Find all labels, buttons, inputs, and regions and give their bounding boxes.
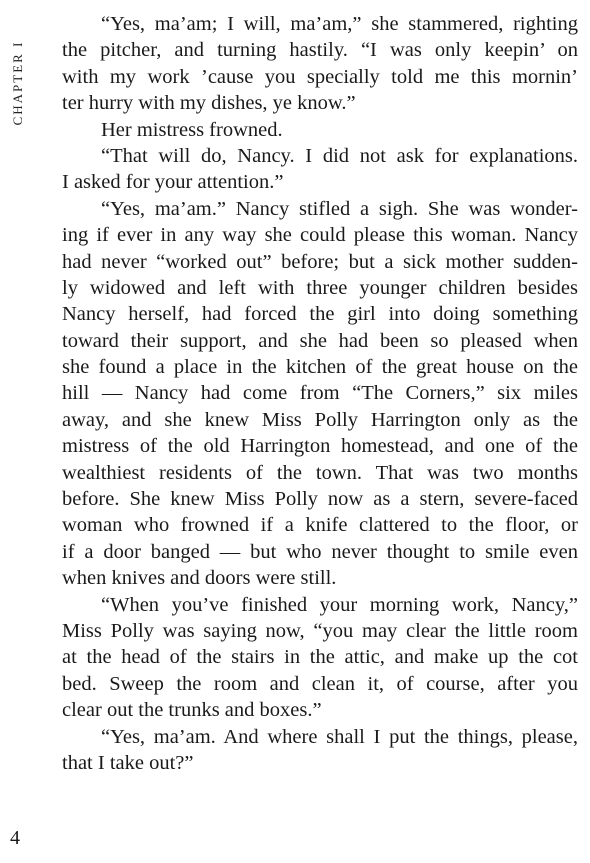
text-line: mistress of the old Harrington homestead, and one of the bbox=[62, 435, 578, 458]
running-head-text: CHAPTER I bbox=[10, 40, 25, 126]
text-line: that I take out?” bbox=[62, 751, 194, 774]
text-line: she found a place in the kitchen of the great house on the bbox=[62, 356, 578, 379]
paragraph bbox=[62, 11, 578, 117]
text-line: if a door banged — but who never thought to smile even bbox=[62, 540, 578, 563]
paragraph bbox=[62, 592, 578, 724]
text-line: ly widowed and left with three younger children besides bbox=[62, 276, 578, 299]
text-line: woman who frowned if a knife clattered to the floor, or bbox=[62, 514, 578, 537]
paragraph bbox=[62, 724, 578, 777]
text-line: wealthiest residents of the town. That was two months bbox=[62, 461, 578, 484]
text-line: “Yes, ma’am. And where shall I put the things, please, bbox=[101, 725, 578, 748]
text-line: before. She knew Miss Polly now as a stern, severe-faced bbox=[62, 488, 578, 511]
text-line: “Yes, ma’am; I will, ma’am,” she stammered, righting bbox=[101, 13, 578, 35]
text-line: Her mistress frowned. bbox=[101, 118, 283, 141]
running-head bbox=[8, 28, 28, 138]
paragraph bbox=[62, 196, 578, 592]
text-line: “When you’ve finished your morning work, Nancy,” bbox=[101, 593, 578, 616]
text-line: when knives and doors were still. bbox=[62, 567, 337, 590]
text-line: bed. Sweep the room and clean it, of course, after you bbox=[62, 672, 578, 695]
text-line: the pitcher, and turning hastily. “I was only keepin’ on bbox=[62, 39, 578, 62]
text-line: with my work ’cause you specially told me this mornin’ bbox=[62, 65, 578, 88]
text-line: toward their support, and she had been so pleased when bbox=[62, 329, 578, 352]
text-line: “Yes, ma’am.” Nancy stifled a sigh. She was wonder- bbox=[101, 197, 578, 220]
text-line: “That will do, Nancy. I did not ask for explanations. bbox=[101, 144, 578, 167]
text-line: ing if ever in any way she could please this woman. Nancy bbox=[62, 224, 578, 247]
text-line: away, and she knew Miss Polly Harrington only as the bbox=[62, 408, 578, 431]
text-line: clear out the trunks and boxes.” bbox=[62, 699, 322, 722]
text-line: Miss Polly was saying now, “you may clear the little room bbox=[62, 619, 578, 642]
text-line: at the head of the stairs in the attic, and make up the cot bbox=[62, 646, 578, 669]
text-line: hill — Nancy had come from “The Corners,” six miles bbox=[62, 382, 578, 405]
page-number: 4 bbox=[10, 827, 20, 849]
text-line: had never “worked out” before; but a sick mother sudden- bbox=[62, 250, 578, 273]
text-line: I asked for your attention.” bbox=[62, 171, 284, 194]
body-text bbox=[62, 11, 578, 776]
text-line: Nancy herself, had forced the girl into doing something bbox=[62, 303, 578, 326]
text-line: ter hurry with my dishes, ye know.” bbox=[62, 92, 356, 115]
paragraph bbox=[62, 143, 578, 196]
paragraph bbox=[62, 117, 578, 143]
